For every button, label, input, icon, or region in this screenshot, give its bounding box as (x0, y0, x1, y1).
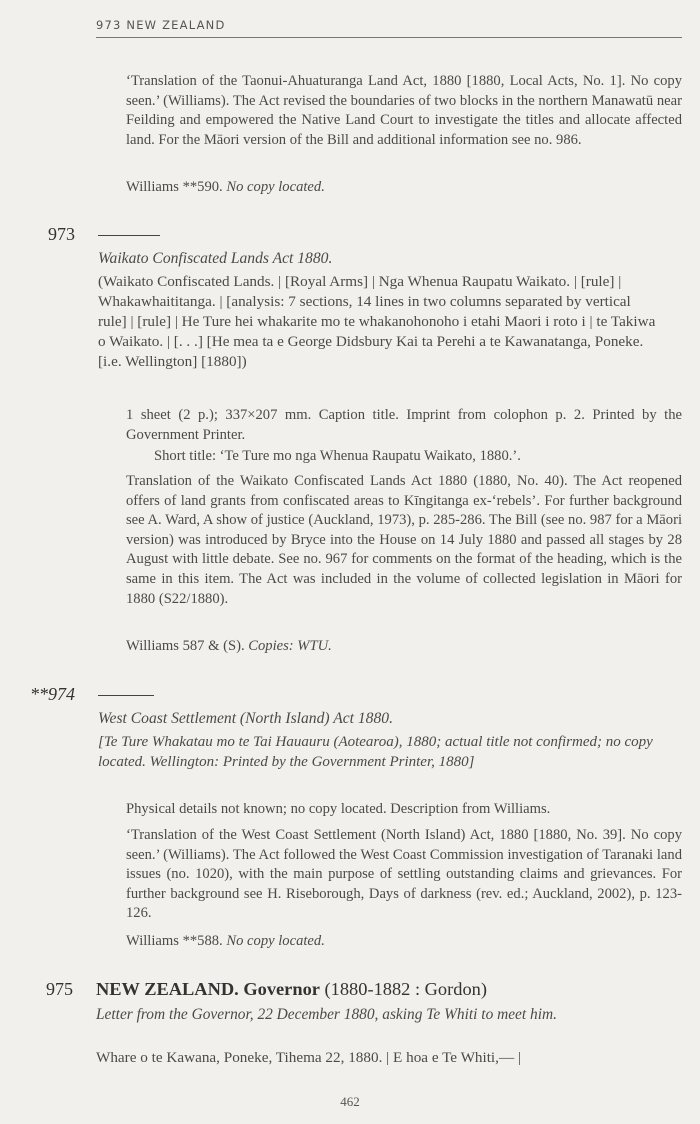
entry-975-transcription: Whare o te Kawana, Poneke, Tihema 22, 1880. | E hoa e Te Whiti,— | (96, 1049, 521, 1066)
entry-975-heading (96, 979, 487, 1000)
entry-number: **974 (30, 684, 75, 704)
author-dash (98, 235, 160, 236)
entry-974-number (30, 684, 154, 705)
author-dates: (1880-1882 : Gordon) (319, 979, 487, 999)
entry-974-physical: Physical details not known; no copy located. Description from Williams. (126, 801, 551, 817)
running-head: 973 NEW ZEALAND (96, 18, 682, 38)
williams-ref: Williams 587 & (S). (126, 638, 245, 654)
entry-973-transcription: (Waikato Confiscated Lands. | [Royal Arms] | Nga Whenua Raupatu Waikato. | [rule] | Whakawhaititanga. | [analysis: 7 sections, 14 lines in two columns separated by vertical rule] | [rule] | He Ture hei whakarite mo te whakanohonoho i etahi Maori i roto i | te Takiwa o Waikato. | [. . .] [He mea ta e George Didsbury Kai ta Perehi a te Kawanatanga, Poneke. [i.e. Wellington] [1880]) (98, 273, 656, 370)
entry-975-number: 975 (46, 979, 73, 999)
entry-973-williams-line (126, 637, 332, 657)
williams-ref: Williams **588. (126, 933, 223, 949)
entry-974-title: West Coast Settlement (North Island) Act 1880. (98, 710, 393, 727)
entry-973-note: Translation of the Waikato Confiscated Lands Act 1880 (1880, No. 40). The Act reopened offers of land grants from confiscated areas to Kīngitanga ex-‘rebels’. For further background see A. Ward, A show of justice (Auckland, 1973), p. 285-286. The Bill (see no. 987 for a Māori version) was introduced by Bryce into the House on 14 July 1880 and passed all stages by 28 August with little debate. See no. 967 for comments on the format of the heading, which is the same in this item. The Act was included in the volume of collected legislation in Māori for 1880 (S22/1880). (126, 473, 682, 607)
entry-973-short-title: Short title: ‘Te Ture mo nga Whenua Raupatu Waikato, 1880.’. (154, 448, 521, 464)
entry-973-physical: 1 sheet (2 p.); 337×207 mm. Caption title. Imprint from colophon p. 2. Printed by the Government Printer. (126, 407, 682, 443)
entry-974-note: ‘Translation of the West Coast Settlement (North Island) Act, 1880 [1880, No. 39]. No copy seen.’ (Williams). The Act followed the West Coast Commission investigation of Taranaki land issues (no. 1020), with the main purpose of settling outstanding claims and grievances. For further background see H. Riseborough, Days of darkness (rev. ed.; Auckland, 2002), p. 123-126. (126, 827, 682, 922)
copies-held: Copies: WTU. (248, 638, 332, 654)
corporate-author: NEW ZEALAND. Governor (96, 979, 320, 999)
entry-972-williams-line (126, 178, 325, 198)
author-dash (98, 695, 154, 696)
page-number: 462 (340, 1094, 360, 1109)
copy-status: No copy located. (226, 179, 325, 195)
entry-972-translation: ‘Translation of the Taonui-Ahuaturanga Land Act, 1880 [1880, Local Acts, No. 1]. No copy seen.’ (Williams). The Act revised the boundaries of two blocks in the northern Manawatū near Feilding and empowered the Native Land Court to investigate the titles and allocate affected land. For the Māori version of the Bill and additional information see no. 986. (126, 73, 682, 148)
entry-973-title: Waikato Confiscated Lands Act 1880. (98, 250, 333, 267)
copy-status: No copy located. (226, 933, 325, 949)
entry-975-title: Letter from the Governor, 22 December 1880, asking Te Whiti to meet him. (96, 1006, 557, 1023)
entry-974-transcription: [Te Ture Whakatau mo te Tai Hauauru (Aotearoa), 1880; actual title not confirmed; no copy located. Wellington: Printed by the Government Printer, 1880] (98, 734, 653, 770)
entry-974-williams-line (126, 932, 325, 952)
williams-ref: Williams **590. (126, 179, 223, 195)
entry-number: 973 (48, 224, 75, 244)
entry-973-number (48, 224, 160, 245)
